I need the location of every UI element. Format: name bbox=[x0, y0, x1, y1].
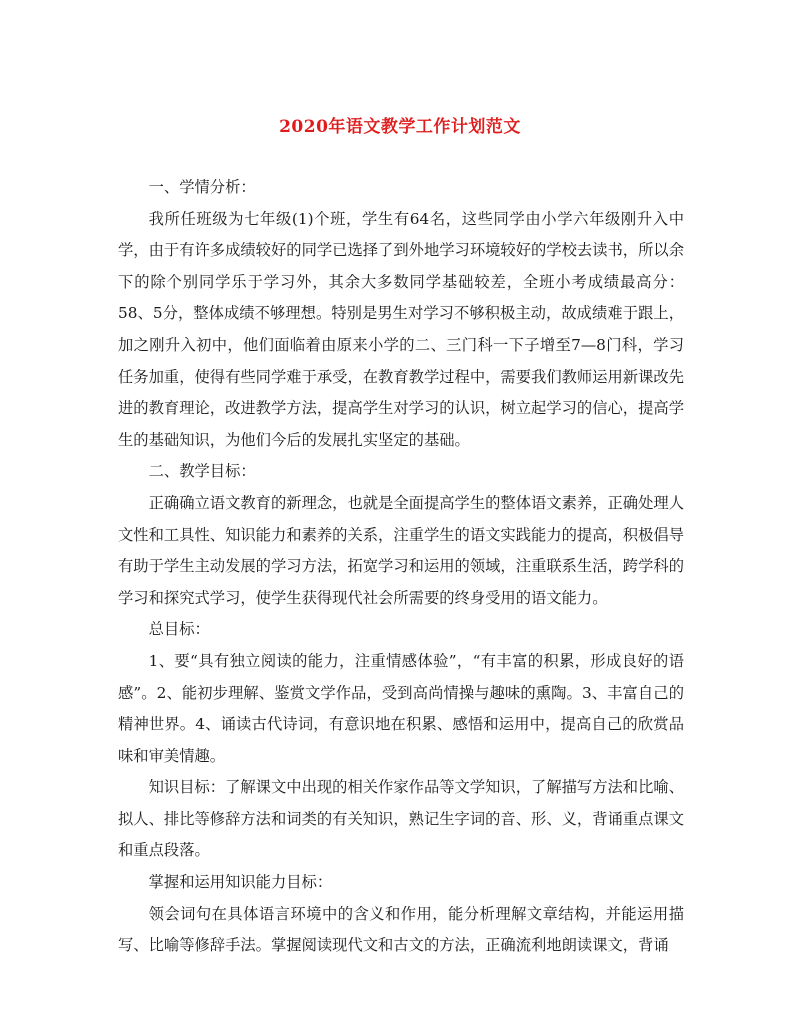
paragraph-knowledge-goals: 知识目标：了解课文中出现的相关作家作品等文学知识，了解描写方法和比喻、拟人、排比等修辞方法和词类的有关知识，熟记生字词的音、形、义，背诵重点课文和重点段落。 bbox=[118, 778, 684, 860]
paragraph-student-analysis: 我所任班级为七年级(1)个班，学生有64名，这些同学由小学六年级刚升入中学，由于有许多成绩较好的同学已选择了到外地学习环境较好的学校去读书，所以余下的除个别同学乐于学习外，其余大多数同学基础较差，全班小考成绩最高分：58、5分，整体成绩不够理想。特别是男生对学习不够积极主动，故成绩难于跟上，加之刚升入初中，他们面临着由原来小学的二、三门科一下子增至7—8门科，学习任务加重，使得有些同学难于承受，在教育教学过程中，需要我们教师运用新课改先进的教育理论，改进教学方法，提高学生对学习的认识，树立起学习的信心，提高学生的基础知识，为他们今后的发展扎实坚定的基础。 bbox=[118, 209, 684, 449]
paragraph-ability-goals: 领会词句在具体语言环境中的含义和作用，能分析理解文章结构，并能运用描写、比喻等修辞手法。掌握阅读现代文和古文的方法，正确流利地朗读课文，背诵 bbox=[118, 904, 684, 955]
section-heading-student-analysis: 一、学情分析： bbox=[148, 178, 256, 196]
paragraph-teaching-goals: 正确确立语文教育的新理念，也就是全面提高学生的整体语文素养，正确处理人文性和工具性、知识能力和素养的关系，注重学生的语文实践能力的提高，积极倡导有助于学生主动发展的学习方法，拓宽学习和运用的领域，注重联系生活，跨学科的学习和探究式学习，使学生获得现代社会所需要的终身受用的语文能力。 bbox=[118, 493, 684, 607]
section-heading-teaching-goals: 二、教学目标： bbox=[148, 462, 256, 481]
paragraph-overall-goals: 1、要“具有独立阅读的能力，注重情感体验”，“有丰富的积累，形成良好的语感”。2、能初步理解、鉴赏文学作品，受到高尚情操与趣味的熏陶。3、丰富自己的精神世界。4、诵读古代诗词，有意识地在积累、感悟和运用中，提高自己的欣赏品味和审美情趣。 bbox=[118, 651, 684, 765]
document-title: 2020年语文教学工作计划范文 bbox=[279, 117, 521, 137]
subheading-overall-goals: 总目标： bbox=[148, 620, 210, 639]
subheading-ability-goals: 掌握和运用知识能力目标： bbox=[148, 873, 333, 892]
document-body bbox=[118, 172, 684, 962]
